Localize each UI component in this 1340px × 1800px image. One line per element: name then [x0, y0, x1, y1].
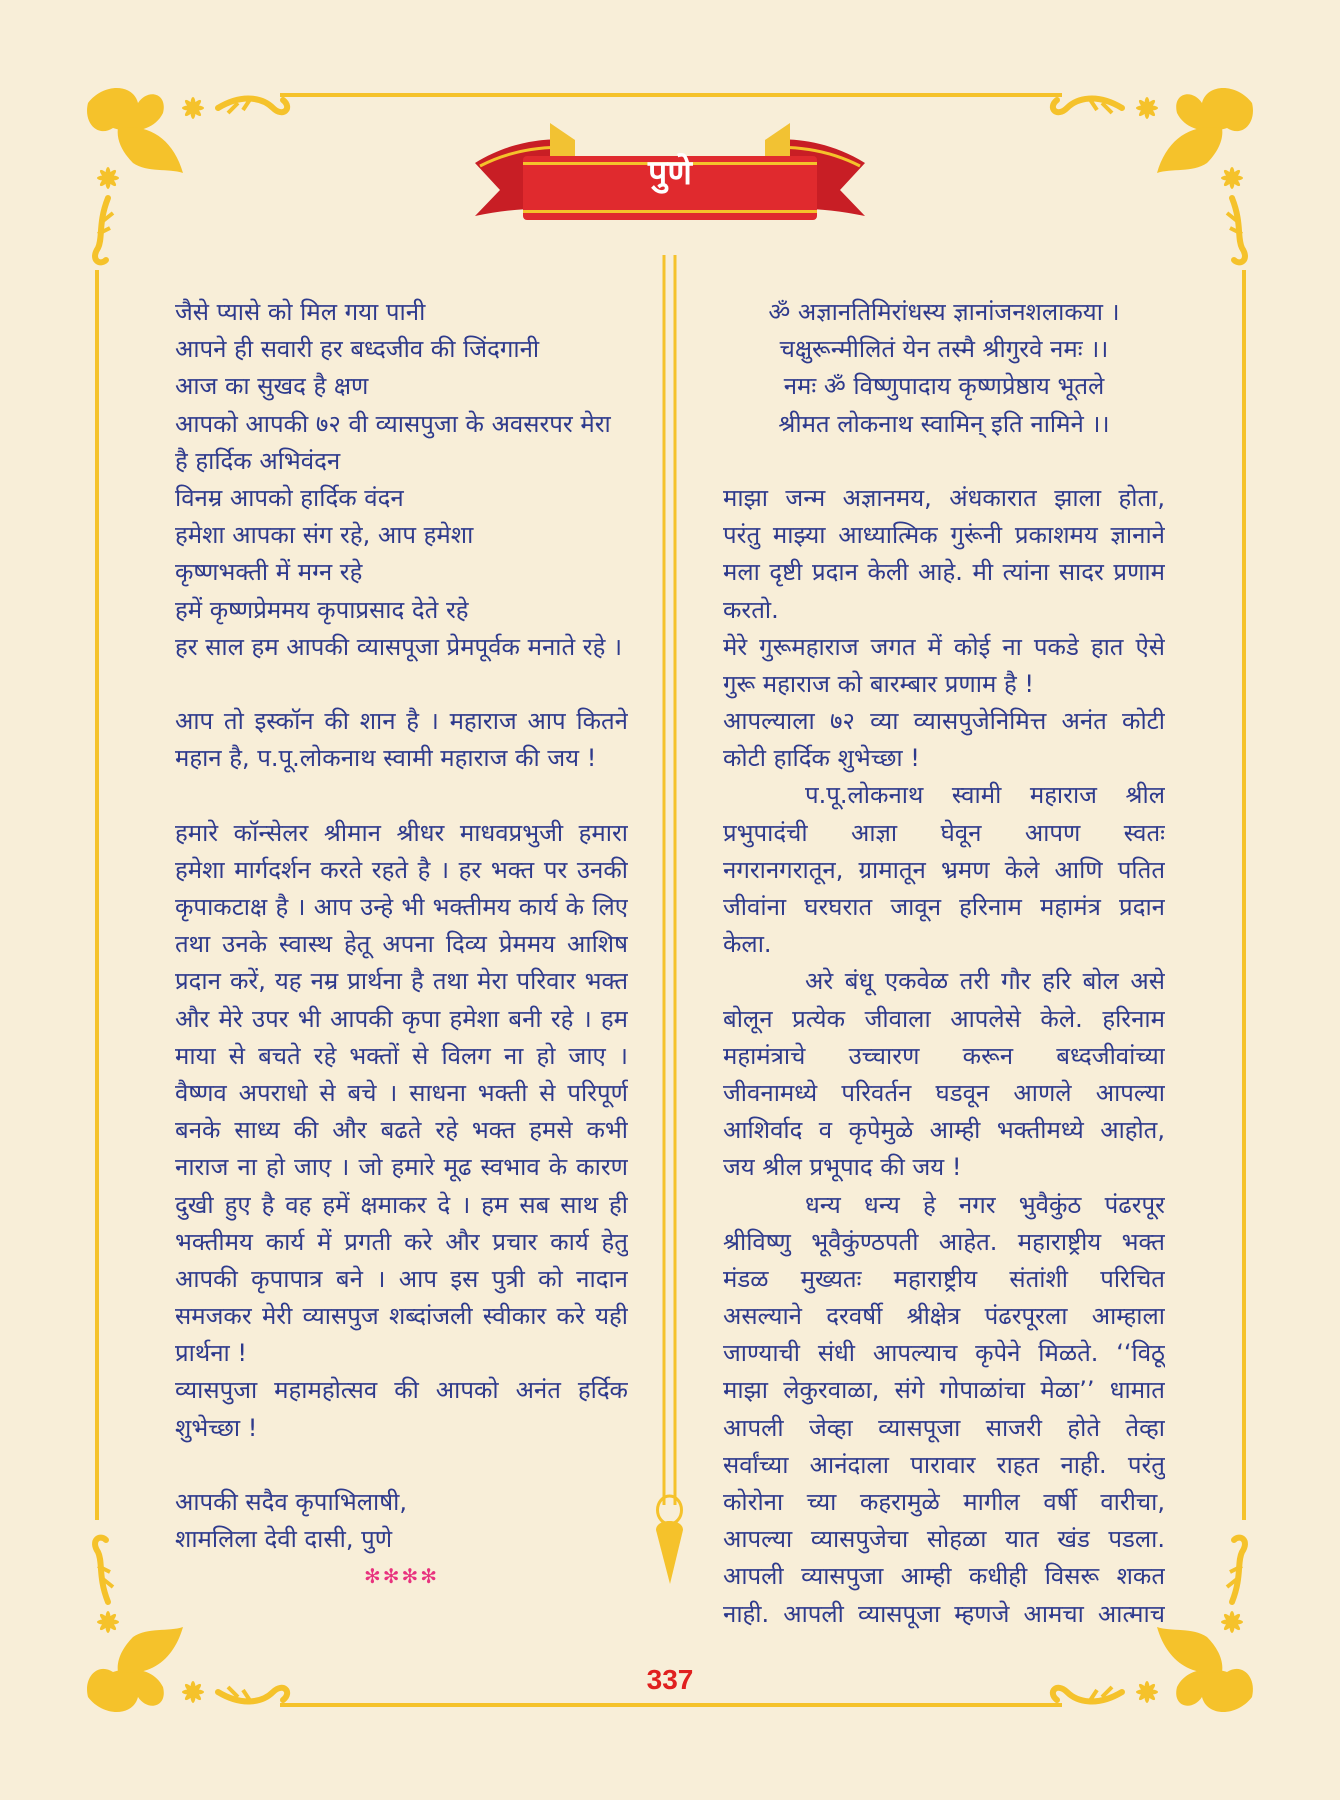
paragraph-6-line: आपल्या व्यासपुजेचा सोहळा यात खंड पडला. — [723, 1525, 1165, 1554]
prayer-paragraph-line: आपकी कृपापात्र बने । आप इस पुत्री को नादान — [175, 1264, 628, 1293]
paragraph-5-line: महामंत्राचे उच्चारण करून बध्दजीवांच्या — [723, 1041, 1165, 1070]
blank-line — [175, 1447, 628, 1484]
paragraph-5-line: अरे बंधू एकवेळ तरी गौर हरि बोल असे — [805, 967, 1165, 996]
prayer-paragraph-line: दुखी हुए है वह हमें क्षमाकर दे । हम सब साथ ही — [175, 1190, 628, 1219]
paragraph-5-line: बोलून प्रत्येक जीवाला आपलेसे केले. हरिनाम — [723, 1004, 1165, 1033]
poem-line: है हार्दिक अभिवंदन — [175, 446, 341, 475]
paragraph-1-line: परंतु माझ्या आध्यात्मिक गुरूंनी प्रकाशमय ज्ञानाने — [723, 521, 1165, 550]
paragraph-6-line: मंडळ मुख्यतः महाराष्ट्रीय संतांशी परिचित — [723, 1264, 1165, 1293]
paragraph-6-line: नाही. आपली व्यासपूजा म्हणजे आमचा आत्माच — [723, 1599, 1165, 1628]
prayer-paragraph-line: तथा उनके स्वास्थ हेतू अपना दिव्य प्रेममय आशिष — [175, 930, 628, 959]
prayer-paragraph-line: बनके साध्य की और बढते रहे भक्त हमसे कभी — [175, 1116, 628, 1145]
poem-line: आपने ही सवारी हर बध्दजीव की जिंदगानी — [175, 335, 540, 364]
prayer-paragraph-line: हमेशा मार्गदर्शन करते रहते है । हर भक्त पर उनकी — [175, 855, 628, 884]
poem-line: हमेशा आपका संग रहे, आप हमेशा — [175, 521, 474, 550]
shloka-line: ॐ अज्ञानतिमिरांधस्य ज्ञानांजनशलाकया । — [768, 298, 1120, 326]
signature-line: शामलिला देवी दासी, पुणे — [175, 1525, 393, 1554]
prayer-paragraph-line: वैष्णव अपराधो से बचे । साधना भक्ती से परिपूर्ण — [175, 1078, 628, 1107]
paragraph-5-line: आशिर्वाद व कृपेमुळे आम्ही भक्तीमध्ये आहोत, — [723, 1116, 1165, 1145]
paragraph-2-line: मेरे गुरूमहाराज जगत में कोई ना पकडे हात ऐसे — [723, 632, 1165, 661]
shloka-line: श्रीमत लोकनाथ स्वामिन् इति नामिने ।। — [778, 409, 1110, 438]
paragraph-6-line: श्रीविष्णु भूवैकुंण्ठपती आहेत. महाराष्ट्रीय भक्त — [723, 1227, 1165, 1256]
prayer-paragraph-line: हमारे कॉन्सेलर श्रीमान श्रीधर माधवप्रभुजी हमारा — [175, 818, 628, 847]
paragraph-6-line: धन्य धन्य हे नगर भुवैकुंठ पंढरपूर — [805, 1190, 1165, 1219]
paragraph-6-line: आपली जेव्हा व्यासपूजा साजरी होते तेव्हा — [723, 1413, 1165, 1442]
prayer-paragraph-line: माया से बचते रहे भक्तों से विलग ना हो जाए । — [175, 1041, 628, 1070]
paragraph-6-line: कोरोना च्या कहरामुळे मागील वर्षी वारीचा, — [723, 1488, 1165, 1516]
paragraph-4-line: नगरानगरातून, ग्रामातून भ्रमण केले आणि पतित — [723, 855, 1165, 884]
paragraph-6-line: माझा लेकुरवाळा, संगे गोपाळांचा मेळा’’ धामात — [723, 1376, 1165, 1405]
column-divider — [656, 255, 683, 1584]
paragraph-6-line: सर्वांच्या आनंदाला पारावार राहत नाही. परंतु — [723, 1450, 1165, 1479]
paragraph-6-line: आपली व्यासपुजा आम्ही कधीही विसरू शकत — [723, 1562, 1165, 1591]
prayer-paragraph-line: और मेरे उपर भी आपकी कृपा हमेशा बनी रहे । हम — [175, 1004, 628, 1033]
praise-paragraph-line: आप तो इस्कॉन की शान है । महाराज आप कितने — [175, 707, 628, 736]
prayer-paragraph-line: कृपाकटाक्ष है । आप उन्हे भी भक्तीमय कार्य के लिए — [175, 893, 628, 921]
stars-divider: ✻✻✻✻ — [363, 1564, 440, 1589]
shloka-line: चक्षुरून्मीलितं येन तस्मै श्रीगुरवे नमः ।। — [779, 335, 1109, 364]
paragraph-4-line: केला. — [723, 930, 772, 959]
page-number: 337 — [646, 1664, 694, 1695]
paragraph-6-line: जाण्याची संधी आपल्याच कृपेने मिळते. ‘‘विठू — [723, 1339, 1165, 1368]
paragraph-1-line: करतो. — [723, 595, 779, 624]
paragraph-5-line: जय श्रील प्रभूपाद की जय ! — [723, 1153, 962, 1182]
poem-line: जैसे प्यासे को मिल गया पानी — [175, 298, 426, 326]
prayer-paragraph-line: समजकर मेरी व्यासपुज शब्दांजली स्वीकार करे यही — [175, 1302, 628, 1331]
prayer-paragraph-line: प्रदान करें, यह नम्र प्रार्थना है तथा मेरा परिवार भक्त — [175, 967, 628, 996]
right-column — [723, 294, 1165, 1633]
poem-line: कृष्णभक्ती में मग्न रहे — [175, 558, 363, 587]
prayer-paragraph-line: भक्तीमय कार्य में प्रगती करे और प्रचार कार्य हेतु — [175, 1227, 628, 1256]
paragraph-4-line: प्रभुपादंची आज्ञा घेवून आपण स्वतः — [723, 818, 1165, 847]
page-title: पुणे — [648, 153, 692, 193]
wish-paragraph-line: व्यासपुजा महामहोत्सव की आपको अनंत हर्दिक — [175, 1376, 628, 1405]
prayer-paragraph-line: प्रार्थना ! — [175, 1339, 247, 1368]
left-column — [175, 294, 628, 1596]
prayer-paragraph-line: नाराज ना हो जाए । जो हमारे मूढ स्वभाव के कारण — [175, 1153, 628, 1182]
blank-line — [175, 666, 628, 703]
praise-paragraph-line: महान है, प.पू.लोकनाथ स्वामी महाराज की जय ! — [175, 744, 597, 773]
paragraph-5-line: जीवनामध्ये परिवर्तन घडवून आणले आपल्या — [723, 1078, 1165, 1107]
paragraph-6-line: असल्याने दरवर्षी श्रीक्षेत्र पंढरपूरला आम्हाला — [723, 1302, 1165, 1331]
paragraph-1-line: माझा जन्म अज्ञानमय, अंधकारात झाला होता, — [723, 483, 1165, 512]
poem-line: विनम्र आपको हार्दिक वंदन — [175, 483, 404, 512]
paragraph-3-line: आपल्याला ७२ व्या व्यासपुजेनिमित्त अनंत कोटी — [723, 707, 1165, 736]
poem-line: आपको आपकी ७२ वी व्यासपुजा के अवसरपर मेरा — [175, 409, 611, 438]
poem-line: हर साल हम आपकी व्यासपूजा प्रेमपूर्वक मनाते रहे । — [175, 632, 623, 661]
paragraph-3-line: कोटी हार्दिक शुभेच्छा ! — [723, 744, 920, 773]
wish-paragraph-line: शुभेच्छा ! — [175, 1413, 258, 1442]
paragraph-4-line: प.पू.लोकनाथ स्वामी महाराज श्रील — [805, 781, 1165, 810]
shloka-line: नमः ॐ विष्णुपादाय कृष्णप्रेष्ठाय भूतले — [783, 372, 1105, 401]
blank-line — [175, 777, 628, 814]
poem-line: आज का सुखद है क्षण — [175, 372, 369, 401]
poem-line: हमें कृष्णप्रेममय कृपाप्रसाद देते रहे — [175, 595, 469, 624]
paragraph-4-line: जीवांना घरघरात जावून हरिनाम महामंत्र प्रदान — [723, 893, 1165, 921]
paragraph-1-line: मला दृष्टी प्रदान केली आहे. मी त्यांना सादर प्रणाम — [723, 558, 1165, 587]
signature-line: आपकी सदैव कृपाभिलाषी, — [175, 1488, 407, 1516]
blank-line — [723, 443, 1165, 480]
paragraph-2-line: गुरू महाराज को बारम्बार प्रणाम है ! — [723, 669, 1034, 698]
